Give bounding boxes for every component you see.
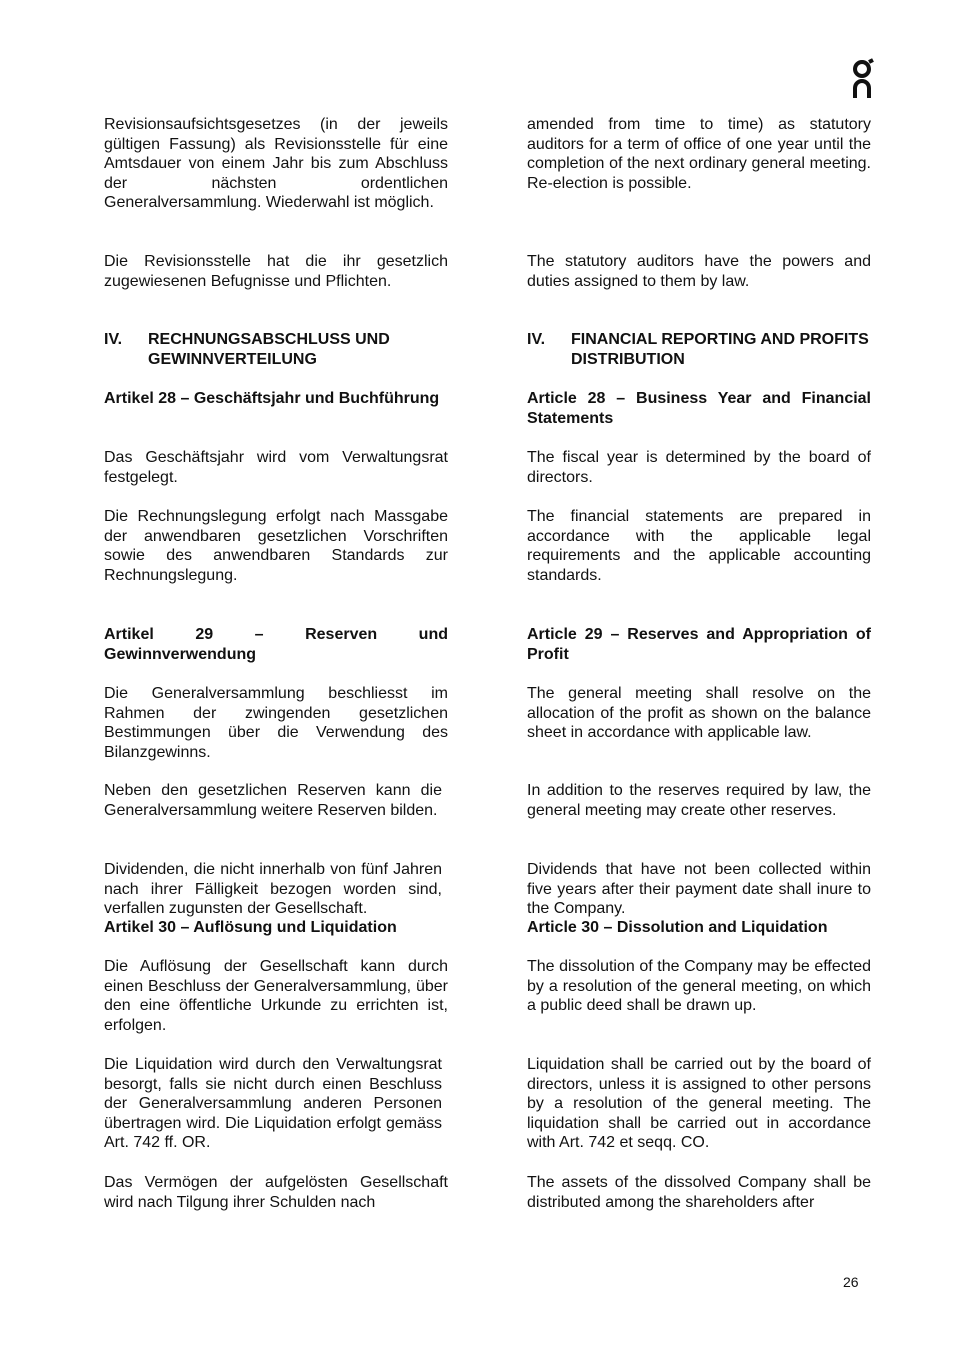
paragraph: The dissolution of the Company may be effected by a resolution of the general meeting, on which a public deed shall be drawn up. — [527, 958, 871, 1014]
section-title: FINANCIAL REPORTING AND PROFITS DISTRIBUTION — [571, 331, 869, 368]
section-number: IV. — [527, 331, 546, 348]
section-heading — [527, 330, 871, 369]
paragraph: Das Geschäftsjahr wird vom Verwaltungsrat festgelegt. — [104, 449, 448, 486]
section-heading — [104, 330, 448, 369]
paragraph: The general meeting shall resolve on the allocation of the profit as shown on the balance sheet in accordance with applicable law. — [527, 685, 871, 741]
paragraph: In addition to the reserves required by law, the general meeting may create other reserves. — [527, 782, 871, 819]
paragraph: Das Vermögen der aufgelösten Gesellschaft wird nach Tilgung ihrer Schulden nach — [104, 1174, 448, 1211]
section-title: RECHNUNGSABSCHLUSS UND GEWINNVERTEILUNG — [148, 331, 390, 368]
paragraph: Die Generalversammlung beschliesst im Rahmen der zwingenden gesetzlichen Bestimmungen über die Verwendung des Bilanzgewinns. — [104, 685, 448, 761]
paragraph: The financial statements are prepared in accordance with the applicable legal requirements and the applicable accounting standards. — [527, 508, 871, 584]
article-heading: Artikel 29 – Reserven und Gewinnverwendung — [104, 626, 448, 663]
paragraph: Die Rechnungslegung erfolgt nach Massgabe der anwendbaren gesetzlichen Vorschriften sowie des anwendbaren Standards zur Rechnungslegung. — [104, 508, 448, 584]
article-heading: Article 29 – Reserves and Appropriation of Profit — [527, 626, 871, 663]
page-number: 26 — [843, 1274, 859, 1290]
paragraph: Dividends that have not been collected within five years after their payment date shall inure to the Company. — [527, 861, 871, 917]
paragraph: Dividenden, die nicht innerhalb von fünf Jahren nach ihrer Fälligkeit bezogen worden sind, verfallen zugunsten der Gesellschaft. — [104, 861, 442, 917]
paragraph: The statutory auditors have the powers and duties assigned to them by law. — [527, 253, 871, 290]
paragraph: The assets of the dissolved Company shall be distributed among the shareholders after — [527, 1174, 871, 1211]
article-heading: Artikel 30 – Auflösung und Liquidation — [104, 919, 397, 936]
paragraph: Die Auflösung der Gesellschaft kann durch einen Beschluss der Generalversammlung, über den eine öffentliche Urkunde zu errichten ist, erfolgen. — [104, 958, 448, 1034]
paragraph: Neben den gesetzlichen Reserven kann die Generalversammlung weitere Reserven bilden. — [104, 782, 442, 819]
on-logo-icon — [850, 58, 876, 105]
paragraph: Revisionsaufsichtsgesetzes (in der jeweils gültigen Fassung) als Revisionsstelle für eine Amtsdauer von einem Jahr bis zum Abschluss der nächsten ordentlichen Generalversammlung. Wiederwahl ist möglich. — [104, 116, 448, 211]
paragraph: amended from time to time) as statutory auditors for a term of office of one year until the completion of the next ordinary general meeting. Re-election is possible. — [527, 116, 871, 192]
article-heading: Article 28 – Business Year and Financial Statements — [527, 390, 871, 427]
section-number: IV. — [104, 331, 123, 348]
paragraph: Die Revisionsstelle hat die ihr gesetzlich zugewiesenen Befugnisse und Pflichten. — [104, 253, 448, 290]
article-heading: Artikel 28 – Geschäftsjahr und Buchführung — [104, 390, 440, 407]
article-heading: Article 30 – Dissolution and Liquidation — [527, 919, 828, 936]
paragraph: The fiscal year is determined by the board of directors. — [527, 449, 871, 486]
paragraph: Die Liquidation wird durch den Verwaltungsrat besorgt, falls sie nicht durch einen Beschluss der Generalversammlung anderen Personen übertragen wird. Die Liquidation erfolgt gemäss Art. 742 ff. OR. — [104, 1056, 442, 1151]
paragraph: Liquidation shall be carried out by the board of directors, unless it is assigned to other persons by a resolution of the general meeting. The liquidation shall be carried out in accordance with Art. 742 et seqq. CO. — [527, 1056, 871, 1151]
